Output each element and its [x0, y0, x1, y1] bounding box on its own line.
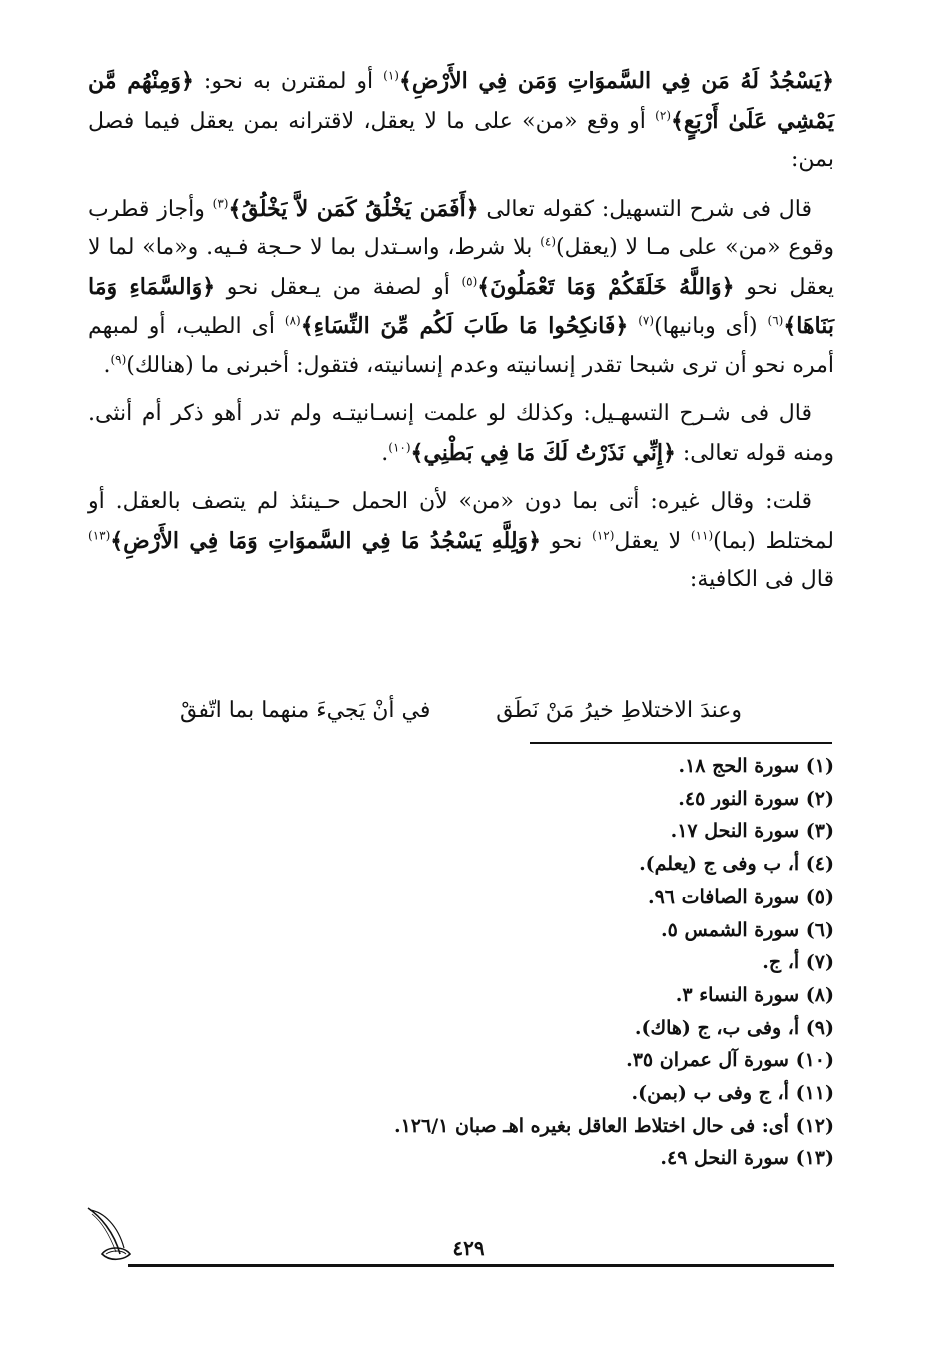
text-segment: . — [381, 440, 389, 466]
paragraph — [88, 395, 834, 473]
footnote: (٨) سورة النساء ٣. — [675, 983, 834, 1006]
footnote: (١) سورة الحج ١٨. — [678, 755, 834, 777]
quran-quote: ﴿أَفَمَن يَخْلُقُ كَمَن لاَّ يَخْلُقُ﴾ — [228, 195, 479, 222]
footnote-ref: (٨) — [284, 313, 301, 328]
main-text — [88, 62, 834, 610]
text-segment: نحو — [541, 528, 593, 554]
paragraph — [88, 62, 834, 180]
footnote: (٦) سورة الشمس ٥. — [661, 918, 834, 941]
text-segment: قلت: وقال غيره: أتى بما دون «من» لأن الحمل حـينئذ لم يتصف بالعقل. أو لمختلط (بما) — [88, 489, 834, 554]
text-segment — [628, 314, 638, 339]
footnote-ref: (٥) — [461, 274, 478, 289]
footnote: (١١) أ، ج وفى ب (بمن). — [631, 1082, 834, 1105]
footnote-ref: (٤) — [540, 234, 557, 249]
paragraph — [88, 190, 834, 386]
quran-quote: ﴿فَانكِحُوا مَا طَابَ لَكُم مِّنَ النِّسَاءِ﴾ — [300, 313, 629, 339]
quran-quote: ﴿وَاللَّهُ خَلَقَكُمْ وَمَا تَعْمَلُونَ﴾ — [477, 273, 735, 300]
footnote-ref: (١٠) — [388, 440, 411, 455]
page-number: ٤٢٩ — [452, 1236, 485, 1260]
footnote-divider — [530, 742, 832, 744]
text-segment: وأجاز قطرب وقوع «من» على مـا لا (يعقل) — [88, 196, 834, 260]
footnote-ref: (٣) — [212, 196, 229, 211]
footnote: (٩) أ، وفى ب، ج (هاك). — [634, 1016, 834, 1039]
verse-second-hemistich: في أنْ يَجيءَ منهما بما اتّفقْ — [180, 698, 431, 723]
poetry-verse — [180, 693, 742, 729]
text-segment: . — [103, 352, 111, 378]
text-segment: لا يعقل — [614, 528, 691, 554]
footnote: (٧) أ، ج. — [762, 951, 834, 974]
footnote-ref: (١) — [383, 68, 399, 83]
quran-quote: ﴿إِنِّي نَذَرْتُ لَكَ مَا فِي بَطْنِي﴾ — [410, 439, 676, 466]
footnote-ref: (٩) — [110, 352, 127, 367]
footnote-ref: (١٢) — [592, 528, 615, 543]
footnote-ref: (٦) — [767, 313, 784, 328]
text-segment: قال فى الكافية: — [689, 567, 834, 592]
footnote: (٣) سورة النحل ١٧. — [670, 820, 834, 843]
footnote: (١٣) سورة النحل ٤٩. — [660, 1147, 834, 1170]
footnote: (١٢) أى: فى حال اختلاط العاقل بغيره اهـ صبان ١٢٦/١. — [393, 1114, 834, 1137]
text-segment: قال فى شرح التسهيل: كقوله تعالى — [478, 196, 813, 222]
footnote: (٥) سورة الصافات ٩٦. — [647, 885, 834, 908]
quran-quote: ﴿وَلِلَّهِ يَسْجُدُ مَا فِي السَّموَاتِ وَمَا فِي الأَرْضِ﴾ — [110, 527, 542, 554]
footnote-ref: (٢) — [655, 108, 671, 123]
footnote: (٤) أ، ب وفى ج (يعلم). — [639, 853, 834, 876]
quran-quote: ﴿يَسْجُدُ لَهُ مَن فِي السَّموَاتِ وَمَن فِي الأَرْضِ﴾ — [398, 68, 834, 94]
text-segment: بلا شرط، واسـتدل بما لا حـجة فـيه. و«ما» لما لا يعقل نحو — [88, 235, 835, 300]
text-segment: قال فى شـرح التسهـيل: وكذلك لو علمت إنسـانيتـه ولم تدر أهو ذكر أم أنثى. ومنه قوله تعالى: — [88, 401, 834, 466]
paragraph — [88, 483, 834, 600]
bottom-divider — [128, 1264, 834, 1267]
verse-first-hemistich: وعندَ الاختلاطِ خيرُ مَنْ نَطَق — [496, 698, 742, 723]
text-segment: أو وقع «من» على ما لا يعقل، لاقترانه بمن يعقل فيما فصل بمن: — [88, 108, 834, 172]
footnote: (١٠) سورة آل عمران ٣٥. — [626, 1049, 834, 1072]
text-segment: أى الطيب، أو لمبهم أمره نحو أن ترى شبحا تقدر إنسانيته وعدم إنسانيته، فتقول: أخبرنى ما (هنالك) — [88, 314, 834, 378]
footnote-ref: (١١) — [690, 528, 714, 543]
quran-quote: ﴿وَمِنْهُم مَّن يَمْشِي عَلَىٰ أَرْبَعٍ﴾ — [88, 68, 834, 134]
quran-quote: ﴿وَالسَّمَاءِ وَمَا بَنَاهَا﴾ — [88, 273, 835, 339]
footnote-ref: (٧) — [638, 313, 655, 328]
footnote-ref: (١٣) — [88, 528, 111, 543]
text-segment: أو لمقترن به نحو: — [193, 69, 384, 94]
text-segment: (أى وبانيها) — [654, 314, 768, 339]
footnotes-list — [314, 750, 834, 1175]
text-segment: أو لصفة من يـعقل نحو — [215, 274, 462, 300]
footnote: (٢) سورة النور ٤٥. — [678, 787, 834, 810]
